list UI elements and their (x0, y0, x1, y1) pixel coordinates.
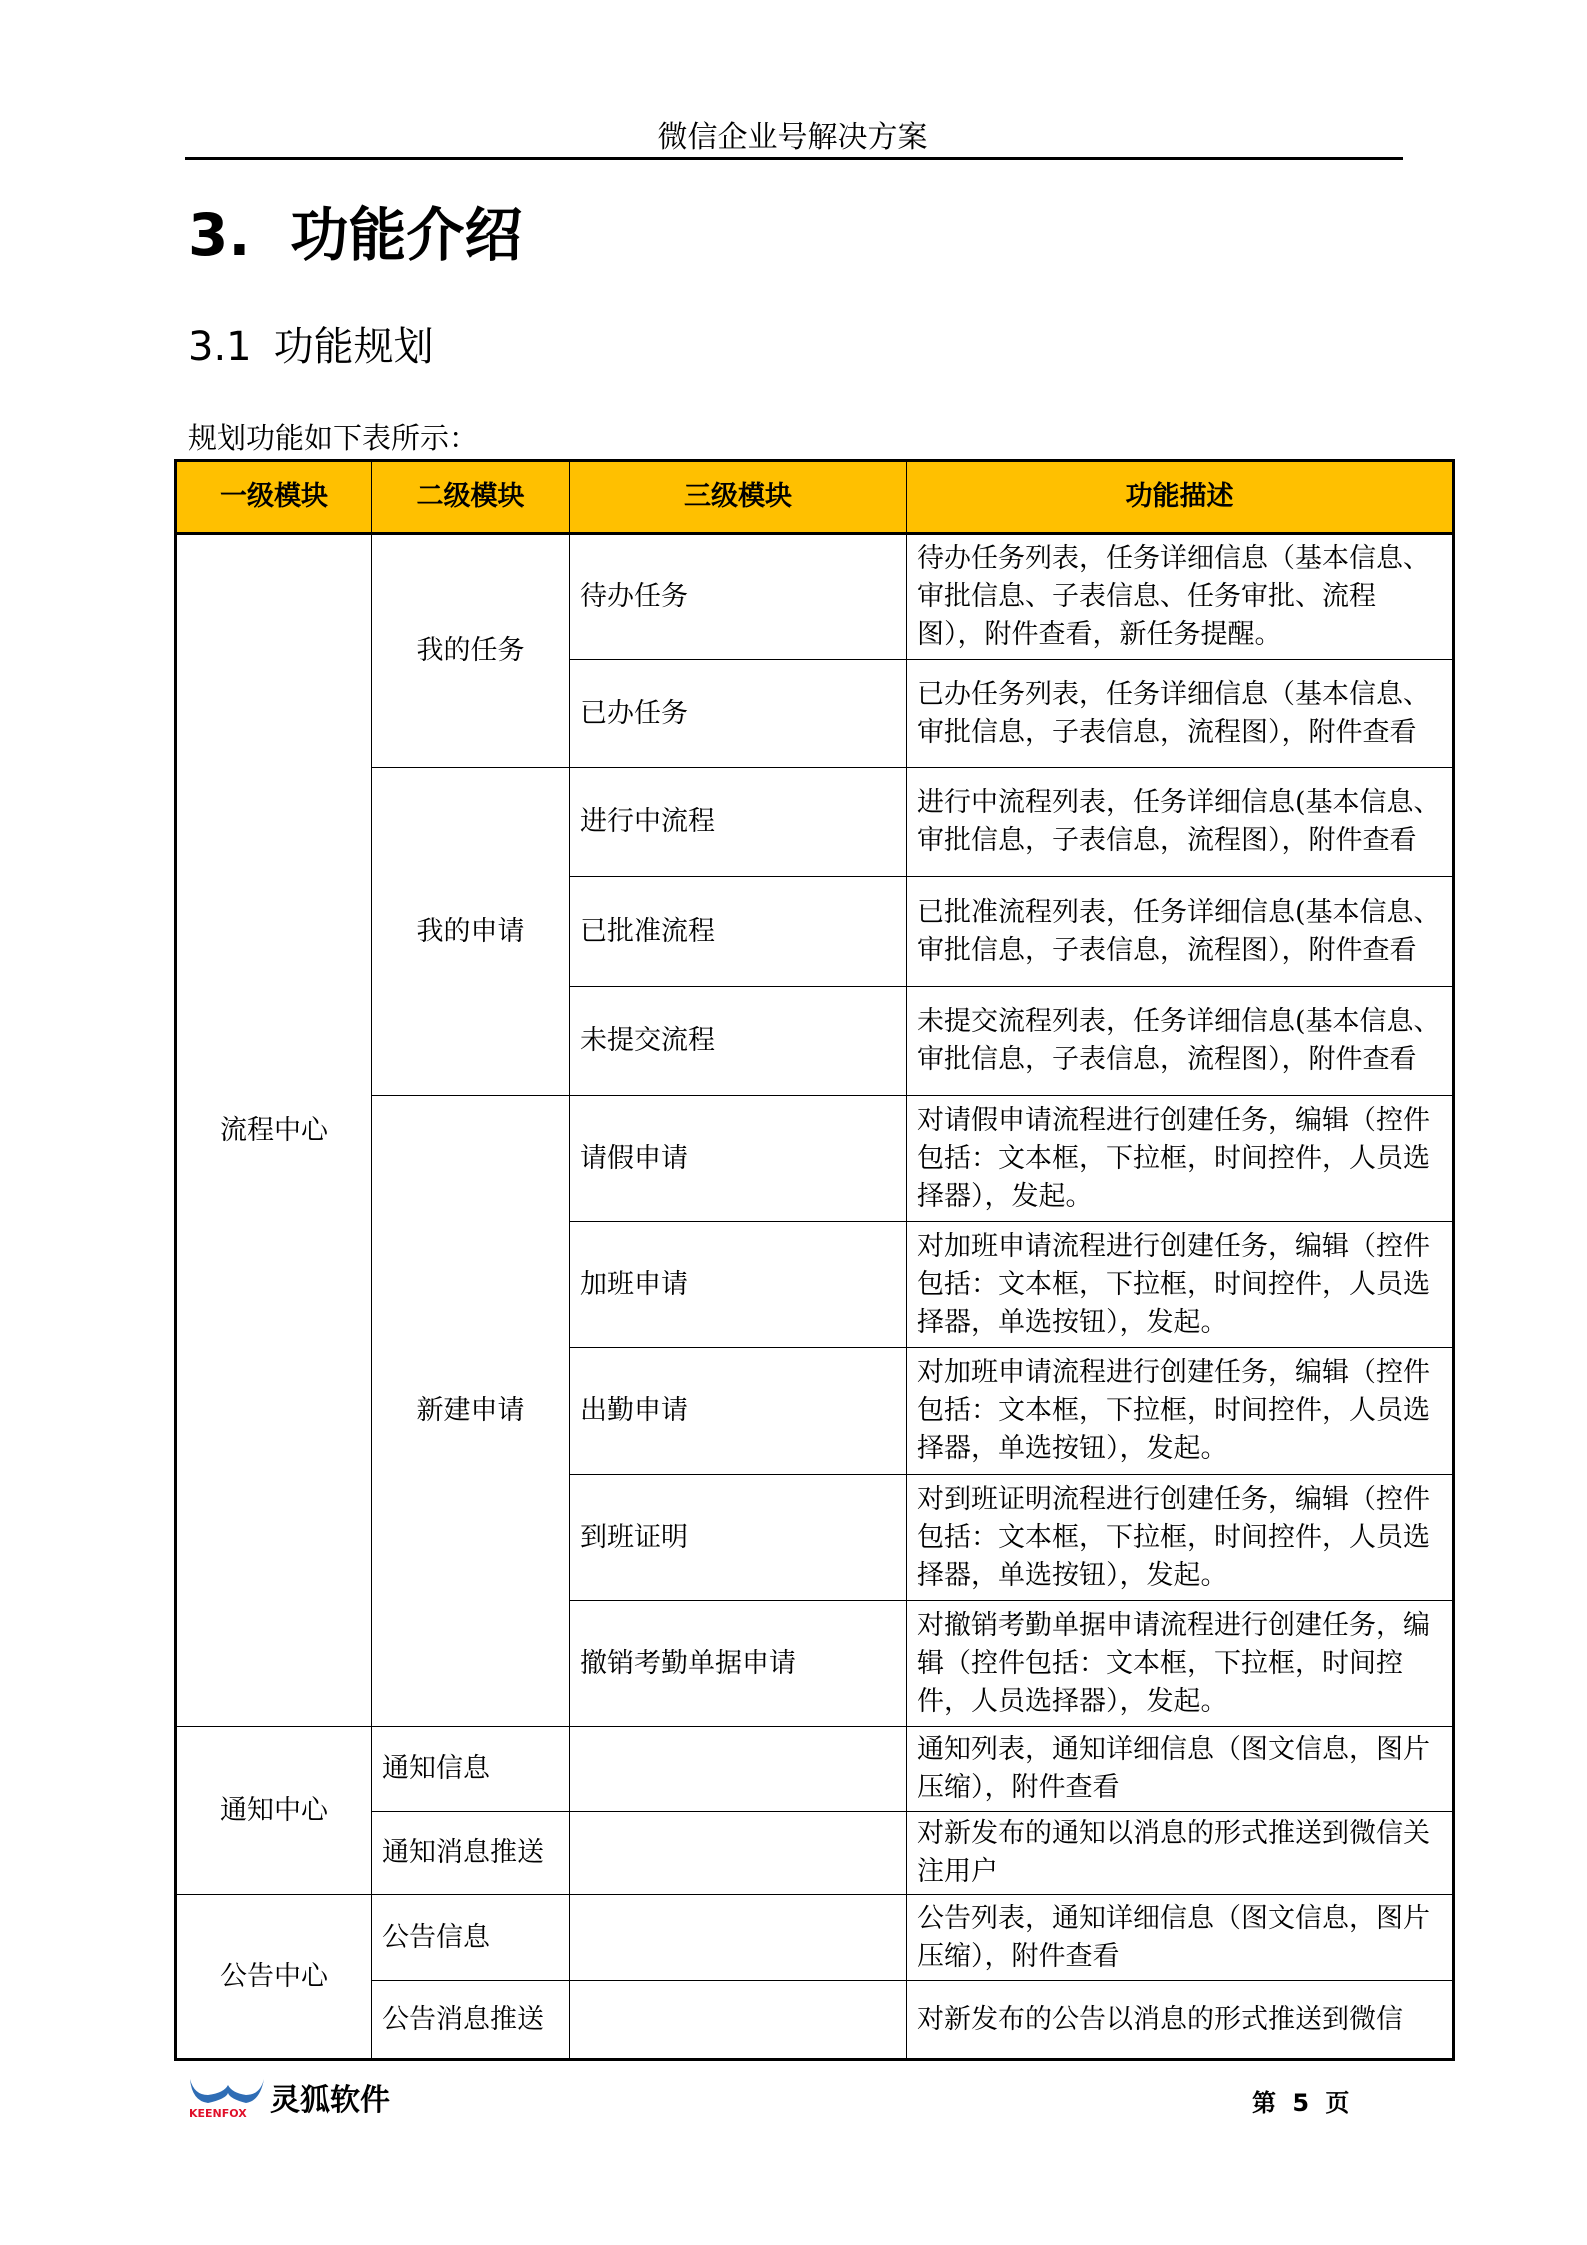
level3-cell: 待办任务 (570, 534, 907, 660)
level3-cell: 进行中流程 (570, 768, 907, 877)
level3-cell: 撤销考勤单据申请 (570, 1601, 907, 1727)
desc-cell: 对加班申请流程进行创建任务，编辑（控件包括：文本框，下拉框，时间控件，人员选择器，单选按钮），发起。 (907, 1348, 1454, 1475)
company-logo (188, 2079, 390, 2119)
running-header: 微信企业号解决方案 (657, 120, 928, 155)
table-row (176, 1895, 1454, 1981)
level2-cell: 我的任务 (372, 534, 570, 768)
heading-2 (188, 315, 434, 372)
logo-brand: KEENFOX (189, 2107, 247, 2119)
level3-cell-empty (570, 1812, 907, 1895)
table-header-row (176, 461, 1454, 534)
level1-cell: 公告中心 (176, 1895, 372, 2060)
desc-cell: 对到班证明流程进行创建任务，编辑（控件包括：文本框，下拉框，时间控件，人员选择器，单选按钮），发起。 (907, 1475, 1454, 1601)
heading-1 (188, 188, 522, 272)
heading-1-number: 3. (188, 201, 251, 269)
level3-cell: 加班申请 (570, 1222, 907, 1348)
desc-cell: 公告列表，通知详细信息（图文信息，图片压缩），附件查看 (907, 1895, 1454, 1981)
heading-2-title: 功能规划 (273, 324, 434, 370)
table-row (176, 1727, 1454, 1812)
level1-cell: 通知中心 (176, 1727, 372, 1895)
desc-cell: 进行中流程列表，任务详细信息(基本信息、审批信息，子表信息，流程图），附件查看 (907, 768, 1454, 877)
level2-cell: 新建申请 (372, 1096, 570, 1727)
desc-cell: 对请假申请流程进行创建任务，编辑（控件包括：文本框，下拉框，时间控件，人员选择器），发起。 (907, 1096, 1454, 1222)
fox-logo-icon (188, 2079, 266, 2119)
heading-1-title: 功能介绍 (290, 201, 523, 269)
level3-cell-empty (570, 1981, 907, 2060)
col-header: 一级模块 (176, 461, 372, 534)
desc-cell: 已批准流程列表，任务详细信息(基本信息、审批信息，子表信息，流程图），附件查看 (907, 877, 1454, 987)
level3-cell: 已批准流程 (570, 877, 907, 987)
col-header: 功能描述 (907, 461, 1454, 534)
level3-cell: 未提交流程 (570, 987, 907, 1096)
desc-cell: 已办任务列表，任务详细信息（基本信息、审批信息，子表信息，流程图），附件查看 (907, 660, 1454, 768)
col-header: 二级模块 (372, 461, 570, 534)
level2-cell: 通知消息推送 (372, 1812, 570, 1895)
level2-cell: 我的申请 (372, 768, 570, 1096)
level3-cell-empty (570, 1727, 907, 1812)
level2-cell: 公告信息 (372, 1895, 570, 1981)
desc-cell: 未提交流程列表，任务详细信息(基本信息、审批信息，子表信息，流程图），附件查看 (907, 987, 1454, 1096)
desc-cell: 对撤销考勤单据申请流程进行创建任务，编辑（控件包括：文本框，下拉框，时间控件，人员选择器），发起。 (907, 1601, 1454, 1727)
intro-paragraph: 规划功能如下表所示： (188, 421, 479, 455)
level3-cell: 出勤申请 (570, 1348, 907, 1475)
heading-2-number: 3.1 (188, 324, 252, 370)
level3-cell-empty (570, 1895, 907, 1981)
logo-text: 灵狐软件 (270, 2083, 390, 2118)
table-row (176, 534, 1454, 660)
header-rule (185, 157, 1403, 160)
table-and-footer (174, 459, 1455, 2129)
desc-cell: 对新发布的公告以消息的形式推送到微信 (907, 1981, 1454, 2060)
level3-cell: 已办任务 (570, 660, 907, 768)
level2-cell: 通知信息 (372, 1727, 570, 1812)
feature-table (174, 459, 1455, 2061)
desc-cell: 待办任务列表，任务详细信息（基本信息、审批信息、子表信息、任务审批、流程图），附件查看，新任务提醒。 (907, 534, 1454, 660)
level3-cell: 到班证明 (570, 1475, 907, 1601)
desc-cell: 对加班申请流程进行创建任务，编辑（控件包括：文本框，下拉框，时间控件，人员选择器，单选按钮），发起。 (907, 1222, 1454, 1348)
desc-cell: 通知列表，通知详细信息（图文信息，图片压缩），附件查看 (907, 1727, 1454, 1812)
col-header: 三级模块 (570, 461, 907, 534)
page-number: 第 5 页 (1252, 2089, 1350, 2117)
level3-cell: 请假申请 (570, 1096, 907, 1222)
level2-cell: 公告消息推送 (372, 1981, 570, 2060)
desc-cell: 对新发布的通知以消息的形式推送到微信关注用户 (907, 1812, 1454, 1895)
page-footer (174, 2079, 1455, 2129)
level1-cell: 流程中心 (176, 534, 372, 1727)
